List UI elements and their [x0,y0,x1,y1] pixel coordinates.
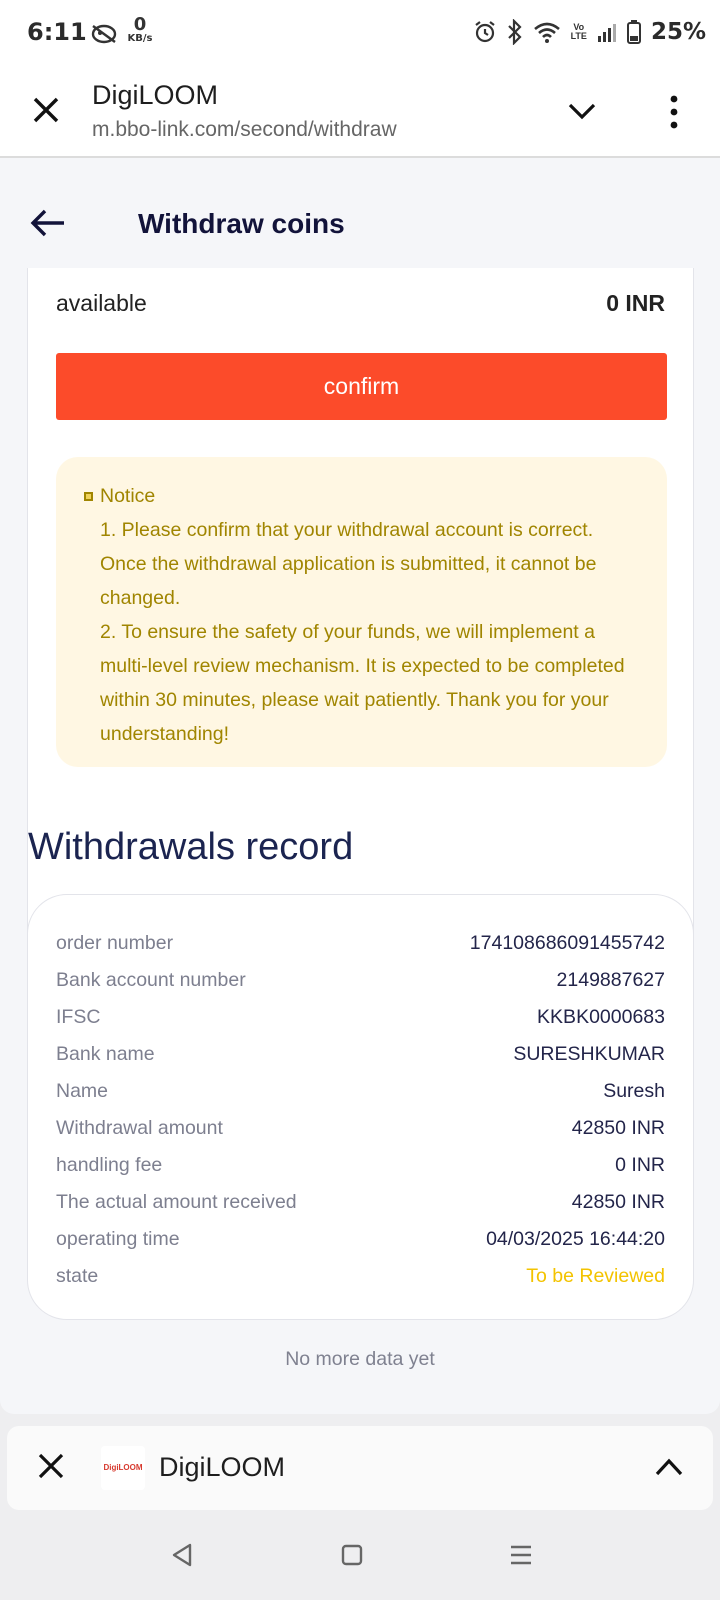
notice-line-2: 2. To ensure the safety of your funds, we will implement a multi-level review mechanism. It is expected to be completed within 30 minutes, please wait patiently. Thank you for your understanding! [100,621,625,745]
record-row-handling-fee [56,1147,665,1184]
status-time: 6:11 [27,18,87,46]
bluetooth-icon [507,19,523,45]
record-row-operating-time [56,1221,665,1258]
notice-line-1: 1. Please confirm that your withdrawal account is correct. Once the withdrawal application is submitted, it cannot be changed. [100,519,597,609]
volte-indicator [571,23,587,41]
record-label: IFSC [56,1006,101,1028]
back-arrow-icon[interactable] [28,206,68,240]
notice-bullet-icon [84,492,93,501]
notice-heading: Notice [100,485,156,507]
tab-site-name: DigiLOOM [159,1452,286,1482]
record-label: order number [56,932,174,954]
record-label: Bank account number [56,969,246,991]
nav-recents-icon[interactable] [508,1542,534,1568]
record-row-ifsc [56,999,665,1036]
record-row-state [56,1258,665,1295]
browser-url[interactable]: m.bbo-link.com/second/withdraw [92,118,397,141]
browser-toolbar [0,64,720,158]
page-header [0,158,720,268]
browser-title: DigiLOOM [92,80,219,110]
wifi-icon [533,21,561,43]
net-speed [125,16,155,44]
data-saver-icon [89,20,119,46]
confirm-button[interactable]: confirm [56,353,667,420]
record-label: Withdrawal amount [56,1117,223,1139]
record-value: KKBK0000683 [537,1006,665,1028]
status-badge: To be Reviewed [526,1265,665,1287]
record-value: 42850 INR [571,1117,665,1139]
volte-line1: Vo [573,22,585,32]
system-nav-bar [0,1510,720,1600]
battery-icon [627,20,641,44]
custom-tab-bar [7,1426,713,1510]
alarm-icon [473,20,497,44]
status-right-icons [473,18,706,46]
site-logo: DigiLOOM [101,1446,145,1490]
record-value: 0 INR [615,1154,665,1176]
record-label: state [56,1265,99,1287]
nav-back-icon[interactable] [170,1542,194,1568]
record-label: handling fee [56,1154,163,1176]
net-speed-value: 0 [133,14,147,35]
status-bar [0,0,720,64]
record-label: Bank name [56,1043,155,1065]
chevron-up-icon[interactable] [653,1456,685,1478]
record-row-order-number [56,925,665,962]
volte-line2: LTE [570,31,587,41]
battery-percent: 25% [650,19,706,45]
more-vert-icon[interactable] [662,94,686,130]
notice-box [56,457,667,767]
record-label: The actual amount received [56,1191,297,1213]
withdraw-page [0,158,720,1414]
record-value: 04/03/2025 16:44:20 [486,1228,665,1250]
chevron-down-icon[interactable] [566,98,598,124]
record-label: Name [56,1080,109,1102]
available-value: 0 INR [606,290,665,316]
close-icon[interactable] [35,1450,67,1482]
record-value: 174108686091455742 [469,932,665,954]
record-row-bank-name [56,1036,665,1073]
nav-home-icon[interactable] [340,1542,364,1568]
record-label: operating time [56,1228,180,1250]
record-value: 42850 INR [571,1191,665,1213]
page-title: Withdraw coins [138,208,345,239]
withdrawal-record-card [27,894,694,1320]
record-row-bank-account [56,962,665,999]
record-row-name [56,1073,665,1110]
record-row-actual-amount [56,1184,665,1221]
record-value: 2149887627 [556,969,665,991]
record-value: SURESHKUMAR [513,1043,665,1065]
close-icon[interactable] [28,92,64,128]
signal-icon [597,22,617,42]
no-more-data-text: No more data yet [285,1348,435,1370]
record-row-withdrawal-amount [56,1110,665,1147]
available-label: available [56,290,147,316]
net-speed-unit: KB/s [127,33,153,44]
records-title: Withdrawals record [28,826,354,868]
record-value: Suresh [603,1080,665,1102]
